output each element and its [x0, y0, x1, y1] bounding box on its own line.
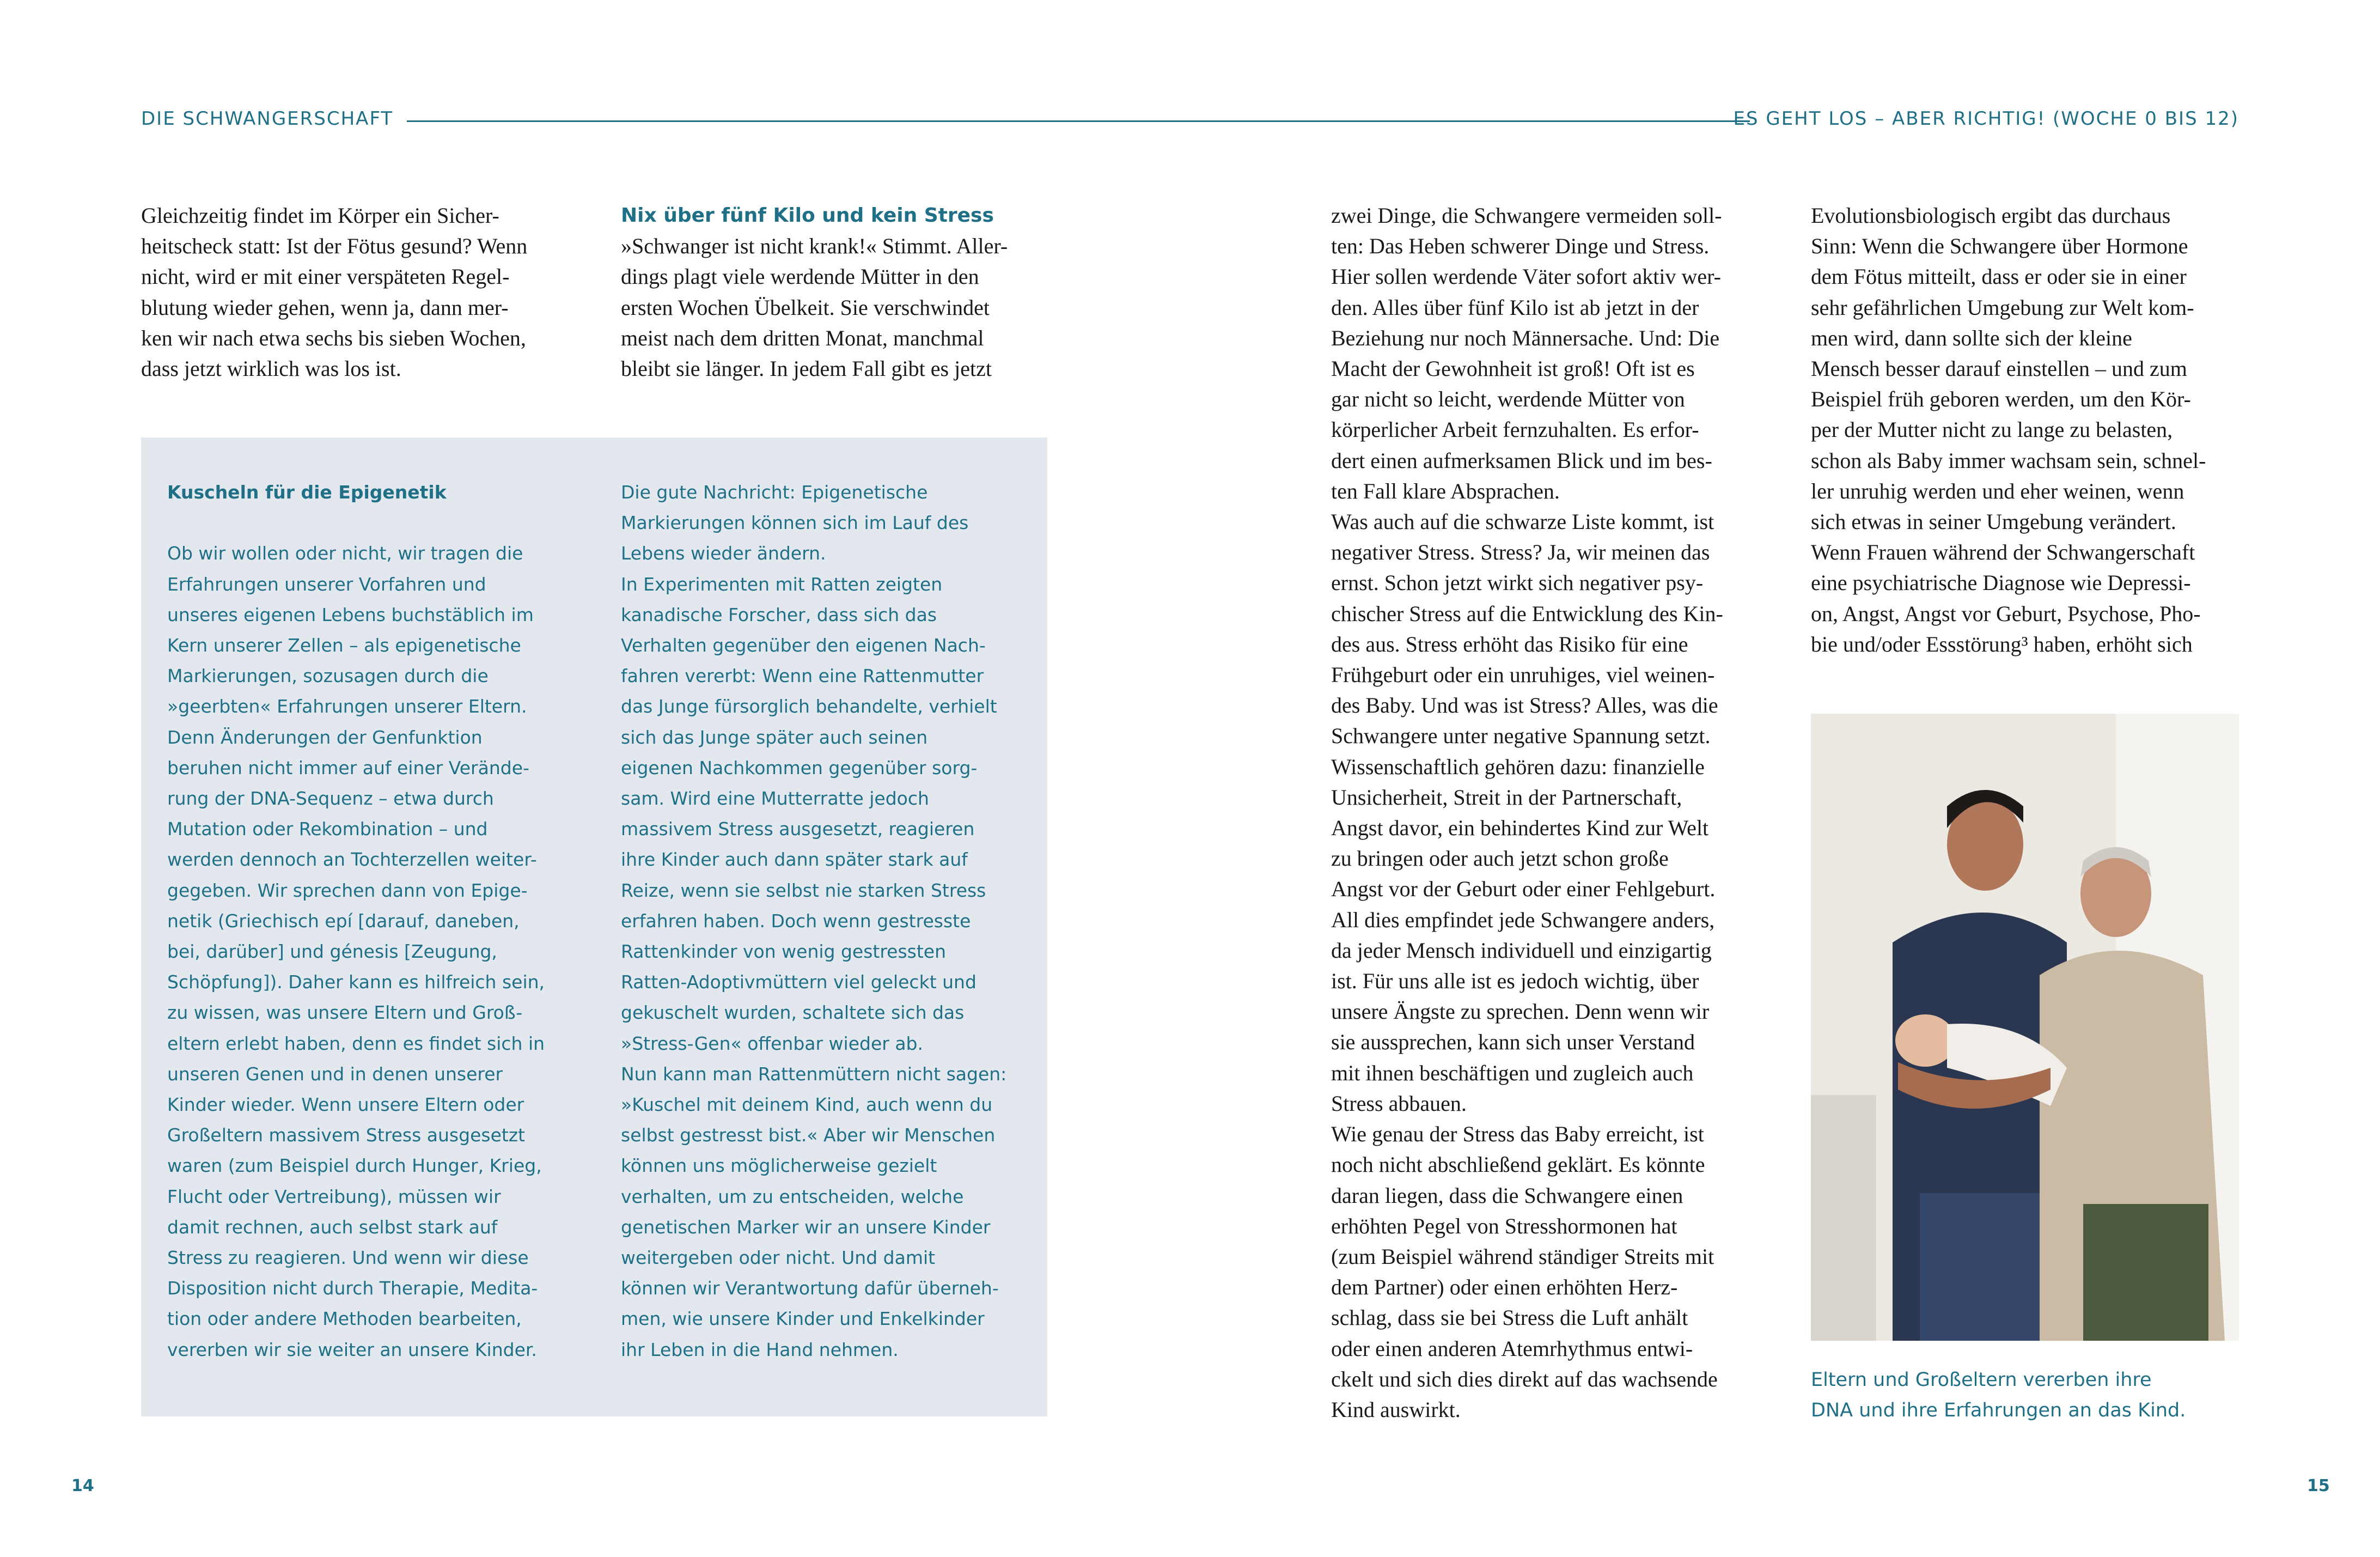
text-line: eigenen Nachkommen gegenüber sorg- — [621, 757, 978, 778]
text-line: daran liegen, dass die Schwangere einen — [1331, 1183, 1683, 1208]
text-line: ler unruhig werden und eher weinen, wenn — [1811, 478, 2184, 503]
text-line: Unsicherheit, Streit in der Partnerschaft, — [1331, 784, 1682, 810]
text-line: men wird, dann sollte sich der kleine — [1811, 325, 2132, 350]
text-line: bie und/oder Essstörung³ haben, erhöht sich — [1811, 631, 2193, 656]
body-column-3 — [1331, 200, 1723, 1425]
text-line: zu wissen, was unsere Eltern und Groß- — [167, 1002, 523, 1024]
text-line: ernst. Schon jetzt wirkt sich negativer psy- — [1331, 570, 1704, 595]
text-line: heitscheck statt: Ist der Fötus gesund? Wenn — [141, 234, 528, 259]
family-photo — [1811, 714, 2239, 1341]
text-line: meist nach dem dritten Monat, manchmal — [621, 325, 984, 350]
text-line: Hier sollen werdende Väter sofort aktiv wer- — [1331, 264, 1721, 289]
text-line: verhalten, um zu entscheiden, welche — [621, 1185, 964, 1207]
text-line: All dies empfindet jede Schwangere anders, — [1331, 907, 1715, 932]
text-line: Mutation oder Rekombination – und — [167, 818, 488, 840]
text-line: Ratten-Adoptivmüttern viel geleckt und — [621, 971, 977, 993]
text-line: noch nicht abschließend geklärt. Es könnte — [1331, 1152, 1705, 1177]
text-line: Kern unserer Zellen – als epigenetische — [167, 635, 521, 656]
text-line: körperlicher Arbeit fernzuhalten. Es erfor- — [1331, 417, 1699, 442]
text-line: bleibt sie länger. In jedem Fall gibt es jetzt — [621, 356, 992, 381]
text-line: bei, darüber] und génesis [Zeugung, — [167, 941, 497, 963]
text-line: sich etwas in seiner Umgebung verändert. — [1811, 509, 2176, 534]
text-line: nicht, wird er mit einer verspäteten Regel- — [141, 264, 510, 289]
text-line: Erfahrungen unserer Vorfahren und — [167, 573, 486, 595]
text-line: oder einen anderen Atemrhythmus entwi- — [1331, 1336, 1693, 1361]
text-line: Schöpfung]). Daher kann es hilfreich sein, — [167, 971, 545, 993]
section-heading: Nix über fünf Kilo und kein Stress — [621, 204, 994, 227]
text-line: beruhen nicht immer auf einer Verände- — [167, 757, 529, 778]
text-line: blutung wieder gehen, wenn ja, dann mer- — [141, 295, 509, 320]
text-line: dass jetzt wirklich was los ist. — [141, 356, 401, 381]
running-header-left: DIE SCHWANGERSCHAFT — [141, 108, 394, 130]
text-line: men, wie unsere Kinder und Enkelkinder — [621, 1308, 985, 1330]
text-line: Mensch besser darauf einstellen – und zum — [1811, 356, 2187, 381]
text-line: per der Mutter nicht zu lange zu belasten, — [1811, 417, 2173, 442]
text-line: zwei Dinge, die Schwangere vermeiden soll- — [1331, 203, 1722, 228]
text-line: dings plagt viele werdende Mütter in den — [621, 264, 979, 289]
header-rule — [407, 120, 1750, 122]
text-line: Kinder wieder. Wenn unsere Eltern oder — [167, 1094, 524, 1116]
text-line: eine psychiatrische Diagnose wie Depressi- — [1811, 570, 2191, 595]
text-line: Wenn Frauen während der Schwangerschaft — [1811, 540, 2195, 565]
text-line: sie aussprechen, kann sich unser Verstand — [1331, 1030, 1695, 1055]
text-line: sam. Wird eine Mutterratte jedoch — [621, 788, 929, 810]
page-number-left: 14 — [71, 1476, 94, 1495]
body-column-2 — [621, 200, 1008, 384]
text-line: Beispiel früh geboren werden, um den Kör- — [1811, 387, 2191, 412]
text-line: das Junge fürsorglich behandelte, verhielt — [621, 696, 997, 717]
text-line: ersten Wochen Übelkeit. Sie verschwindet — [621, 295, 990, 320]
text-line: Verhalten gegenüber den eigenen Nach- — [621, 635, 986, 656]
text-line: tion oder andere Methoden bearbeiten, — [167, 1308, 522, 1330]
body-column-4 — [1811, 200, 2206, 660]
text-line: Großeltern massivem Stress ausgesetzt — [167, 1124, 526, 1146]
text-line: des aus. Stress erhöht das Risiko für eine — [1331, 631, 1688, 656]
text-line: schlag, dass sie bei Stress die Luft anhält — [1331, 1305, 1688, 1330]
text-line: »Stress-Gen« offenbar wieder ab. — [621, 1032, 923, 1054]
text-line: schon als Baby immer wachsam sein, schnel- — [1811, 448, 2206, 473]
text-line: eltern erlebt haben, denn es findet sich in — [167, 1032, 545, 1054]
text-line: waren (zum Beispiel durch Hunger, Krieg, — [167, 1155, 542, 1177]
text-line: Macht der Gewohnheit ist groß! Oft ist es — [1331, 356, 1695, 381]
text-line: massivem Stress ausgesetzt, reagieren — [621, 818, 975, 840]
text-line: Rattenkinder von wenig gestressten — [621, 941, 947, 963]
text-line: Wissenschaftlich gehören dazu: finanzielle — [1331, 754, 1705, 779]
text-line: sehr gefährlichen Umgebung zur Welt kom- — [1811, 295, 2194, 320]
text-line: Flucht oder Vertreibung), müssen wir — [167, 1185, 501, 1207]
page-number-right: 15 — [2307, 1476, 2330, 1495]
text-line: gekuschelt wurden, schaltete sich das — [621, 1002, 965, 1024]
text-line: Angst vor der Geburt oder einer Fehlgeburt. — [1331, 877, 1716, 902]
text-line: Stress zu reagieren. Und wenn wir diese — [167, 1247, 529, 1269]
text-line: Evolutionsbiologisch ergibt das durchaus — [1811, 203, 2171, 228]
text-line: ten: Das Heben schwerer Dinge und Stress. — [1331, 234, 1710, 259]
text-line: vererben wir sie weiter an unsere Kinder. — [167, 1339, 537, 1360]
text-line: ten Fall klare Absprachen. — [1331, 478, 1560, 503]
text-line: können wir Verantwortung dafür überneh- — [621, 1278, 999, 1299]
text-line: Frühgeburt oder ein unruhiges, viel weinen- — [1331, 662, 1715, 688]
text-line: Gleichzeitig findet im Körper ein Sicher- — [141, 203, 499, 228]
text-line: werden dennoch an Tochterzellen weiter- — [167, 849, 537, 871]
text-line: da jeder Mensch individuell und einzigartig — [1331, 938, 1712, 963]
text-line: Beziehung nur noch Männersache. Und: Die — [1331, 325, 1720, 350]
text-line: Schwangere unter negative Spannung setzt. — [1331, 723, 1711, 749]
text-line: erhöhten Pegel von Stresshormonen hat — [1331, 1213, 1677, 1238]
text-line: können uns möglicherweise gezielt — [621, 1155, 937, 1177]
text-line: unseren Genen und in denen unserer — [167, 1063, 503, 1085]
text-line: Die gute Nachricht: Epigenetische — [621, 482, 928, 503]
body-column-1 — [141, 200, 527, 384]
text-line: rung der DNA-Sequenz – etwa durch — [167, 788, 494, 810]
caption-line: Eltern und Großeltern vererben ihre — [1811, 1369, 2152, 1391]
text-line: Markierungen können sich im Lauf des — [621, 512, 969, 534]
text-line: sich das Junge später auch seinen — [621, 726, 928, 748]
text-line: gar nicht so leicht, werdende Mütter von — [1331, 387, 1685, 412]
info-box-title: Kuscheln für die Epigenetik — [167, 482, 447, 503]
text-line: Angst davor, ein behindertes Kind zur Welt — [1331, 816, 1709, 841]
text-line: Nun kann man Rattenmüttern nicht sagen: — [621, 1063, 1007, 1085]
running-header-right: ES GEHT LOS – ABER RICHTIG! (WOCHE 0 BIS 12) — [1733, 108, 2239, 130]
text-line: ihr Leben in die Hand nehmen. — [621, 1339, 899, 1360]
text-line: weitergeben oder nicht. Und damit — [621, 1247, 936, 1269]
text-line: ihre Kinder auch dann später stark auf — [621, 849, 968, 871]
text-line: gegeben. Wir sprechen dann von Epige- — [167, 879, 528, 901]
text-line: Was auch auf die schwarze Liste kommt, ist — [1331, 509, 1714, 534]
text-line: Kind auswirkt. — [1331, 1397, 1461, 1422]
text-line: selbst gestresst bist.« Aber wir Menschen — [621, 1124, 996, 1146]
text-line: (zum Beispiel während ständiger Streits mit — [1331, 1244, 1714, 1269]
text-line: Denn Änderungen der Genfunktion — [167, 726, 483, 748]
text-line: genetischen Marker wir an unsere Kinder — [621, 1216, 991, 1238]
text-line: des Baby. Und was ist Stress? Alles, was die — [1331, 693, 1718, 718]
text-line: In Experimenten mit Ratten zeigten — [621, 573, 943, 595]
info-box-right-column — [621, 477, 1006, 1365]
text-line: kanadische Forscher, dass sich das — [621, 604, 937, 625]
text-line: Disposition nicht durch Therapie, Medita- — [167, 1278, 538, 1299]
text-line: »Schwanger ist nicht krank!« Stimmt. Aller- — [621, 234, 1008, 259]
text-line: ken wir nach etwa sechs bis sieben Wochen, — [141, 325, 526, 350]
text-line: »Kuschel mit deinem Kind, auch wenn du — [621, 1094, 993, 1116]
text-line: damit rechnen, auch selbst stark auf — [167, 1216, 498, 1238]
text-line: unseres eigenen Lebens buchstäblich im — [167, 604, 534, 625]
text-line: mit ihnen beschäftigen und zugleich auch — [1331, 1060, 1694, 1085]
text-line: Wie genau der Stress das Baby erreicht, ist — [1331, 1122, 1704, 1147]
text-line: unsere Ängste zu sprechen. Denn wenn wir — [1331, 999, 1710, 1024]
text-line: Markierungen, sozusagen durch die — [167, 665, 489, 687]
text-line: chischer Stress auf die Entwicklung des Kin- — [1331, 601, 1723, 626]
text-line: ckelt und sich dies direkt auf das wachsende — [1331, 1366, 1718, 1391]
text-line: den. Alles über fünf Kilo ist ab jetzt in der — [1331, 295, 1699, 320]
text-line: ist. Für uns alle ist es jedoch wichtig, über — [1331, 969, 1699, 994]
text-line: Reize, wenn sie selbst nie starken Stress — [621, 879, 986, 901]
text-line: »geerbten« Erfahrungen unserer Eltern. — [167, 696, 527, 717]
text-line: erfahren haben. Doch wenn gestresste — [621, 910, 971, 932]
text-line: Sinn: Wenn die Schwangere über Hormone — [1811, 234, 2188, 259]
caption-line: DNA und ihre Erfahrungen an das Kind. — [1811, 1400, 2186, 1422]
text-line: Lebens wieder ändern. — [621, 543, 826, 564]
text-line: zu bringen oder auch jetzt schon große — [1331, 846, 1669, 871]
text-line: Stress abbauen. — [1331, 1091, 1467, 1116]
text-line: dert einen aufmerksamen Blick und im bes- — [1331, 448, 1712, 473]
text-line: dem Fötus mitteilt, dass er oder sie in einer — [1811, 264, 2187, 289]
text-line: netik (Griechisch epí [darauf, daneben, — [167, 910, 520, 932]
info-box-left-column — [167, 477, 545, 1365]
text-line: on, Angst, Angst vor Geburt, Psychose, Pho- — [1811, 601, 2201, 626]
photo-caption — [1811, 1365, 2186, 1426]
text-line: negativer Stress. Stress? Ja, wir meinen das — [1331, 540, 1710, 565]
text-line: fahren vererbt: Wenn eine Rattenmutter — [621, 665, 984, 687]
text-line: dem Partner) oder einen erhöhten Herz- — [1331, 1275, 1678, 1300]
text-line: Ob wir wollen oder nicht, wir tragen die — [167, 543, 523, 564]
